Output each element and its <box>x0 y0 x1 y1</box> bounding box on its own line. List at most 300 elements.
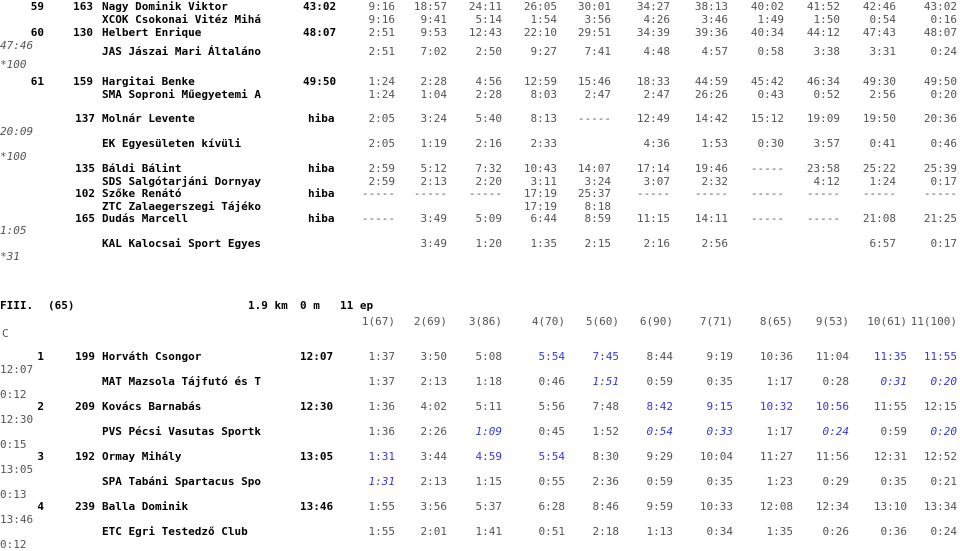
split-time: 3:31 <box>869 45 896 58</box>
control-list <box>0 315 960 328</box>
split-time: 0:31 <box>880 375 907 388</box>
runner-name: Dudás Marcell <box>102 212 189 225</box>
split-time: 2:36 <box>592 475 619 488</box>
split-time: 0:35 <box>706 475 733 488</box>
cumulative-time: 3:44 <box>420 450 447 463</box>
split-time: 8:03 <box>530 88 557 101</box>
split-time: 1:53 <box>701 137 728 150</box>
cumulative-time: 30:01 <box>577 0 611 13</box>
total-time: 43:02 <box>303 0 337 13</box>
bib-number: 163 <box>73 0 93 13</box>
split-time: 0:34 <box>706 525 733 538</box>
club-row <box>0 375 960 388</box>
split-time: 1:35 <box>530 237 557 250</box>
cumulative-time: 5:54 <box>538 450 565 463</box>
result-row <box>0 500 960 513</box>
result-row <box>0 212 960 225</box>
control-header: 10(61) <box>867 315 907 328</box>
split-time: 3:56 <box>584 13 611 26</box>
cumulative-time: 12:49 <box>636 112 670 125</box>
left-margin-note: 0:12 <box>0 388 27 401</box>
cumulative-time: 34:39 <box>636 26 670 39</box>
split-time: 0:33 <box>706 425 733 438</box>
split-time: 0:45 <box>538 425 565 438</box>
cumulative-time: ----- <box>468 187 502 200</box>
split-time: 6:57 <box>869 237 896 250</box>
cumulative-time: 14:11 <box>694 212 728 225</box>
cumulative-time: 40:34 <box>750 26 784 39</box>
control-header: 2(69) <box>413 315 447 328</box>
cumulative-time: 9:59 <box>646 500 673 513</box>
place: 165 <box>75 212 95 225</box>
split-time: 1:51 <box>592 375 619 388</box>
cumulative-time: 9:15 <box>706 400 733 413</box>
total-time: 13:46 <box>300 500 334 513</box>
cumulative-time: ----- <box>750 187 784 200</box>
cumulative-time: 8:59 <box>584 212 611 225</box>
cumulative-time: 3:50 <box>420 350 447 363</box>
cumulative-time: 43:02 <box>923 0 957 13</box>
split-time: 1:50 <box>813 13 840 26</box>
split-time: 2:33 <box>530 137 557 150</box>
cumulative-time: 2:05 <box>368 112 395 125</box>
split-time: 3:38 <box>813 45 840 58</box>
split-time: 2:32 <box>701 175 728 188</box>
bib-number: 199 <box>75 350 95 363</box>
split-time: 0:41 <box>869 137 896 150</box>
left-margin-note: 12:07 <box>0 363 34 376</box>
cumulative-time: 25:37 <box>577 187 611 200</box>
split-time: 1:20 <box>475 237 502 250</box>
control-header: 3(86) <box>468 315 502 328</box>
split-time: 3:49 <box>420 237 447 250</box>
cumulative-time: 8:44 <box>646 350 673 363</box>
split-time: 1:15 <box>475 475 502 488</box>
cumulative-time: 45:42 <box>750 75 784 88</box>
left-margin-note: 1:05 <box>0 224 27 237</box>
place: 59 <box>30 0 44 13</box>
split-time: 2:51 <box>368 45 395 58</box>
control-header: 9(53) <box>815 315 849 328</box>
course-length: 1.9 km <box>248 299 288 312</box>
split-time: 3:24 <box>584 175 611 188</box>
cumulative-time: 12:43 <box>468 26 502 39</box>
club-name: SPA Tabáni Spartacus Spo <box>102 475 261 488</box>
cumulative-time: 9:16 <box>368 0 395 13</box>
control-header: 6(90) <box>639 315 673 328</box>
cumulative-time: 1:55 <box>368 500 395 513</box>
split-time: 9:16 <box>368 13 395 26</box>
split-time: 0:16 <box>930 13 957 26</box>
runner-name: Horváth Csongor <box>102 350 202 363</box>
split-time: 1:52 <box>592 425 619 438</box>
control-count: 11 ep <box>340 299 374 312</box>
cumulative-time: 7:48 <box>592 400 619 413</box>
cumulative-time: 2:59 <box>368 162 395 175</box>
cumulative-time: 2:28 <box>420 75 447 88</box>
cumulative-time: 44:59 <box>694 75 728 88</box>
cumulative-time: 8:46 <box>592 500 619 513</box>
cumulative-time: ----- <box>577 112 611 125</box>
split-time: 1:24 <box>368 88 395 101</box>
bib-number: 192 <box>75 450 95 463</box>
split-time: 4:12 <box>813 175 840 188</box>
cumulative-time: ----- <box>923 187 957 200</box>
cumulative-time: ----- <box>413 187 447 200</box>
cumulative-time: 4:02 <box>420 400 447 413</box>
cumulative-time: 34:27 <box>636 0 670 13</box>
cumulative-time: 21:08 <box>862 212 896 225</box>
cumulative-time: 5:08 <box>475 350 502 363</box>
cumulative-time: 11:04 <box>815 350 849 363</box>
total-time: 12:30 <box>300 400 334 413</box>
cumulative-time: ----- <box>862 187 896 200</box>
runner-name: Kovács Barnabás <box>102 400 202 413</box>
club-row <box>0 525 960 538</box>
split-time: 1:17 <box>766 425 793 438</box>
cumulative-time: 5:09 <box>475 212 502 225</box>
status-badge: hiba <box>308 187 335 200</box>
place: 3 <box>37 450 44 463</box>
cumulative-time: 12:59 <box>523 75 557 88</box>
left-margin-note: 20:09 <box>0 125 34 138</box>
split-time: 0:24 <box>930 525 957 538</box>
place: 102 <box>75 187 95 200</box>
club-row <box>0 137 960 150</box>
club-name: KAL Kalocsai Sport Egyes <box>102 237 261 250</box>
control-header: 4(70) <box>531 315 565 328</box>
split-time: 1:17 <box>766 375 793 388</box>
split-time: 2:18 <box>592 525 619 538</box>
cumulative-time: 9:29 <box>646 450 673 463</box>
result-row <box>0 26 960 39</box>
left-margin-note: 0:12 <box>0 538 27 551</box>
split-time: 0:52 <box>813 88 840 101</box>
club-name: PVS Pécsi Vasutas Sportk <box>102 425 261 438</box>
cumulative-time: 2:51 <box>368 26 395 39</box>
cumulative-time: 10:43 <box>523 162 557 175</box>
total-time: 49:50 <box>303 75 337 88</box>
split-time: 9:27 <box>530 45 557 58</box>
split-time: 0:35 <box>706 375 733 388</box>
split-time: 3:57 <box>813 137 840 150</box>
control-header: 7(71) <box>699 315 733 328</box>
club-name: XCOK Csokonai Vitéz Mihá <box>102 13 261 26</box>
runner-name: Nagy Dominik Viktor <box>102 0 228 13</box>
split-time: 0:20 <box>930 375 957 388</box>
split-time: 1:37 <box>368 375 395 388</box>
runner-name: Balla Dominik <box>102 500 189 513</box>
split-time: 1:36 <box>368 425 395 438</box>
bib-number: 239 <box>75 500 95 513</box>
split-time: 0:17 <box>930 237 957 250</box>
club-row <box>0 13 960 26</box>
cumulative-time: 39:36 <box>694 26 728 39</box>
cumulative-time: 8:30 <box>592 450 619 463</box>
split-time: 2:13 <box>420 475 447 488</box>
split-time: 0:46 <box>538 375 565 388</box>
club-name: ETC Egri Testedző Club <box>102 525 248 538</box>
split-time: 1:24 <box>869 175 896 188</box>
cumulative-time: 47:43 <box>862 26 896 39</box>
split-time: 2:47 <box>643 88 670 101</box>
split-time: 5:14 <box>475 13 502 26</box>
split-time: 0:58 <box>757 45 784 58</box>
category-header <box>0 299 960 312</box>
cumulative-time: 38:13 <box>694 0 728 13</box>
cumulative-time: 9:53 <box>420 26 447 39</box>
result-row <box>0 187 960 200</box>
cumulative-time: 1:36 <box>368 400 395 413</box>
result-row <box>0 162 960 175</box>
cumulative-time: 12:08 <box>759 500 793 513</box>
split-time: 0:51 <box>538 525 565 538</box>
cumulative-time: 19:46 <box>694 162 728 175</box>
cumulative-time: 11:27 <box>759 450 793 463</box>
cumulative-time: 12:31 <box>873 450 907 463</box>
split-time: 0:20 <box>930 425 957 438</box>
bib-number: 159 <box>73 75 93 88</box>
cumulative-time: 15:46 <box>577 75 611 88</box>
cumulative-time: 8:13 <box>530 112 557 125</box>
split-time: 0:55 <box>538 475 565 488</box>
club-row <box>0 425 960 438</box>
split-time: 1:49 <box>757 13 784 26</box>
cumulative-time: 11:15 <box>636 212 670 225</box>
club-row <box>0 45 960 58</box>
cumulative-time: 12:52 <box>923 450 957 463</box>
split-time: 1:35 <box>766 525 793 538</box>
cumulative-time: ----- <box>750 162 784 175</box>
cumulative-time: 17:19 <box>523 187 557 200</box>
cumulative-time: 46:34 <box>806 75 840 88</box>
split-time: 0:43 <box>757 88 784 101</box>
place: 4 <box>37 500 44 513</box>
split-time: 1:41 <box>475 525 502 538</box>
cumulative-time: 7:45 <box>592 350 619 363</box>
club-name: MAT Mazsola Tájfutó és T <box>102 375 261 388</box>
split-time: 7:02 <box>420 45 447 58</box>
cumulative-time: ----- <box>636 187 670 200</box>
result-row <box>0 75 960 88</box>
place: 60 <box>30 26 44 39</box>
split-time: 2:13 <box>420 175 447 188</box>
cumulative-time: 13:10 <box>873 500 907 513</box>
cumulative-time: 20:36 <box>923 112 957 125</box>
cumulative-time: 11:35 <box>873 350 907 363</box>
control-header: 1(67) <box>361 315 395 328</box>
runner-name: Hargitai Benke <box>102 75 195 88</box>
total-time: 13:05 <box>300 450 334 463</box>
split-time: 0:36 <box>880 525 907 538</box>
split-time: 3:07 <box>643 175 670 188</box>
split-time: 2:16 <box>643 237 670 250</box>
left-margin-note: 0:15 <box>0 438 27 451</box>
cumulative-time: ----- <box>806 187 840 200</box>
split-time: 0:24 <box>822 425 849 438</box>
cumulative-time: 11:55 <box>873 400 907 413</box>
cumulative-time: 5:40 <box>475 112 502 125</box>
split-time: 2:56 <box>869 88 896 101</box>
split-time: 2:56 <box>701 237 728 250</box>
cumulative-time: 21:25 <box>923 212 957 225</box>
category-name: FIII. <box>0 299 34 312</box>
cumulative-time: 1:37 <box>368 350 395 363</box>
cumulative-time: 14:07 <box>577 162 611 175</box>
cumulative-time: 25:39 <box>923 162 957 175</box>
left-margin-note: 47:46 <box>0 39 34 52</box>
cumulative-time: 44:12 <box>806 26 840 39</box>
cumulative-time: 17:14 <box>636 162 670 175</box>
result-row <box>0 0 960 13</box>
club-name: SDS Salgótarjáni Dornyay <box>102 175 261 188</box>
left-margin-note: 13:46 <box>0 513 34 526</box>
left-margin-note: *100 <box>0 150 27 163</box>
split-time: 2:16 <box>475 137 502 150</box>
split-time: 1:54 <box>530 13 557 26</box>
cumulative-time: ----- <box>361 187 395 200</box>
split-time: 2:05 <box>368 137 395 150</box>
cumulative-time: 9:19 <box>706 350 733 363</box>
cumulative-time: ----- <box>750 212 784 225</box>
cumulative-time: 29:51 <box>577 26 611 39</box>
split-time: 3:46 <box>701 13 728 26</box>
control-header: 11(100) <box>910 315 957 328</box>
split-time: 4:48 <box>643 45 670 58</box>
cumulative-time: 6:44 <box>530 212 557 225</box>
club-row <box>0 475 960 488</box>
cumulative-time: 1:24 <box>368 75 395 88</box>
runner-name: Szőke Renátó <box>102 187 182 200</box>
cumulative-time: 48:07 <box>923 26 957 39</box>
cumulative-time: 10:33 <box>699 500 733 513</box>
result-row <box>0 450 960 463</box>
split-time: 1:18 <box>475 375 502 388</box>
result-row <box>0 350 960 363</box>
climb: 0 m <box>300 299 320 312</box>
cumulative-time: ----- <box>694 187 728 200</box>
split-time: 1:09 <box>475 425 502 438</box>
split-time: 2:15 <box>584 237 611 250</box>
place: 137 <box>75 112 95 125</box>
cumulative-time: 13:34 <box>923 500 957 513</box>
cumulative-time: 10:32 <box>759 400 793 413</box>
split-time: 1:55 <box>368 525 395 538</box>
total-time: 12:07 <box>300 350 334 363</box>
club-name: SMA Soproni Műegyetemi A <box>102 88 261 101</box>
left-margin-note: *31 <box>0 250 20 263</box>
control-header: 5(60) <box>585 315 619 328</box>
cumulative-time: ----- <box>806 212 840 225</box>
split-time: 2:59 <box>368 175 395 188</box>
split-time: 1:04 <box>420 88 447 101</box>
cumulative-time: 12:34 <box>815 500 849 513</box>
split-time: 0:21 <box>930 475 957 488</box>
place: 1 <box>37 350 44 363</box>
cumulative-time: 12:15 <box>923 400 957 413</box>
cumulative-time: 5:56 <box>538 400 565 413</box>
split-time: 2:47 <box>584 88 611 101</box>
club-name: JAS Jászai Mari Általáno <box>102 45 261 58</box>
split-time: 2:20 <box>475 175 502 188</box>
result-row <box>0 112 960 125</box>
cumulative-time: 10:04 <box>699 450 733 463</box>
split-time: 1:19 <box>420 137 447 150</box>
split-time: 0:54 <box>869 13 896 26</box>
split-time: 0:59 <box>646 375 673 388</box>
split-time: 0:20 <box>930 88 957 101</box>
split-time: 1:23 <box>766 475 793 488</box>
cumulative-time: 25:22 <box>862 162 896 175</box>
split-time: 0:29 <box>822 475 849 488</box>
cumulative-time: 18:33 <box>636 75 670 88</box>
place: 2 <box>37 400 44 413</box>
split-time: 0:30 <box>757 137 784 150</box>
cumulative-time: 3:24 <box>420 112 447 125</box>
cumulative-time: 5:37 <box>475 500 502 513</box>
cumulative-time: 8:42 <box>646 400 673 413</box>
cumulative-time: 19:09 <box>806 112 840 125</box>
cumulative-time: 15:12 <box>750 112 784 125</box>
cumulative-time: 7:32 <box>475 162 502 175</box>
cumulative-time: ----- <box>361 212 395 225</box>
result-row <box>0 400 960 413</box>
place: 61 <box>30 75 44 88</box>
split-time: 0:59 <box>880 425 907 438</box>
split-time: 1:31 <box>368 475 395 488</box>
cumulative-time: 5:12 <box>420 162 447 175</box>
left-margin-note: *100 <box>0 58 27 71</box>
split-time: 2:13 <box>420 375 447 388</box>
cumulative-time: 40:02 <box>750 0 784 13</box>
club-row <box>0 237 960 250</box>
split-time: 4:26 <box>643 13 670 26</box>
cumulative-time: 10:56 <box>815 400 849 413</box>
cumulative-time: 5:54 <box>538 350 565 363</box>
bib-number: 209 <box>75 400 95 413</box>
left-margin-note: 12:30 <box>0 413 34 426</box>
place: 135 <box>75 162 95 175</box>
cumulative-time: 4:56 <box>475 75 502 88</box>
split-time: 0:24 <box>930 45 957 58</box>
split-time: 2:28 <box>475 88 502 101</box>
cumulative-time: 19:50 <box>862 112 896 125</box>
split-time: 0:35 <box>880 475 907 488</box>
cumulative-time: 42:46 <box>862 0 896 13</box>
cumulative-time: 26:05 <box>523 0 557 13</box>
split-time: 0:54 <box>646 425 673 438</box>
cumulative-time: 24:11 <box>468 0 502 13</box>
split-time: 2:26 <box>420 425 447 438</box>
left-margin-note: 13:05 <box>0 463 34 476</box>
cumulative-time: 4:59 <box>475 450 502 463</box>
split-time: 0:26 <box>822 525 849 538</box>
split-time: 4:57 <box>701 45 728 58</box>
cumulative-time: 11:55 <box>923 350 957 363</box>
entry-count: (65) <box>48 299 75 312</box>
cumulative-time: 49:50 <box>923 75 957 88</box>
split-time: 26:26 <box>694 88 728 101</box>
split-time: 0:28 <box>822 375 849 388</box>
cumulative-time: 18:57 <box>413 0 447 13</box>
split-time: 1:13 <box>646 525 673 538</box>
runner-name: Molnár Levente <box>102 112 195 125</box>
split-time: 17:19 <box>523 200 557 213</box>
runner-name: Helbert Enrique <box>102 26 202 39</box>
runner-name: Ormay Mihály <box>102 450 182 463</box>
cumulative-time: 10:36 <box>759 350 793 363</box>
split-time: 2:50 <box>475 45 502 58</box>
